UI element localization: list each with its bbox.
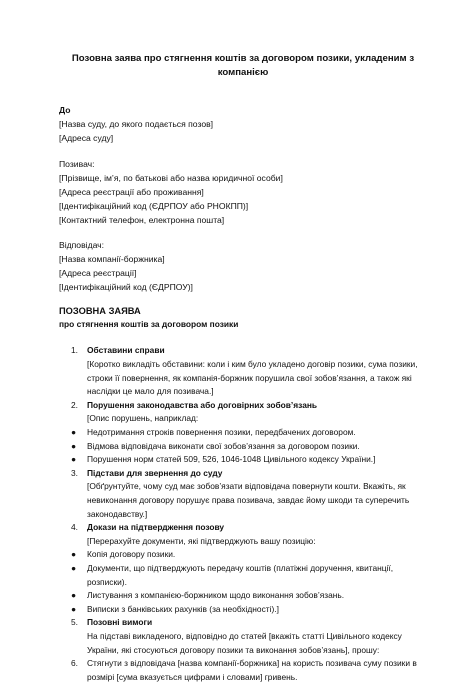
section-text: [Опис порушень, наприклад:: [87, 413, 199, 424]
list-item: ● Документи, що підтверджують передачу коштів (платіжні доручення, квитанції, розписки).: [71, 562, 394, 587]
document-title: Позовна заява про стягнення коштів за договором позики, укладеним з компанією: [71, 53, 415, 78]
plaintiff-name: [Прізвище, ім’я, по батькові або назва юридичної особи]: [59, 172, 283, 183]
plaintiff-label: Позивач:: [59, 158, 95, 169]
plaintiff-contacts: [Контактний телефон, електронна пошта]: [59, 215, 225, 226]
bullet-list: [71, 426, 422, 467]
section-evidence: [59, 521, 422, 616]
section-heading: Порушення законодавства або договірних зобов’язань: [87, 399, 318, 410]
defendant-id-code: [Ідентифікаційний код (ЄДРПОУ)]: [59, 282, 193, 293]
bullet-icon: ●: [71, 603, 77, 614]
section-text: [Перерахуйте документи, які підтверджують вашу позицію:: [87, 535, 316, 546]
plaintiff-block: [59, 157, 422, 228]
section-recovery-demand: [59, 657, 422, 684]
bullet-icon: ●: [71, 549, 77, 560]
court-address: [Адреса суду]: [59, 133, 114, 144]
list-item: ● Виписки з банківських рахунків (за необхідності).]: [87, 603, 422, 617]
claim-heading: ПОЗОВНА ЗАЯВА: [59, 306, 141, 317]
section-text: [Обґрунтуйте, чому суд має зобов’язати відповідача повернути кошти. Вкажіть, як невиконання договору порушує права позивача, завдає йому шкоди та суперечить законодавству.]: [87, 481, 410, 519]
claim-sections: [59, 344, 422, 684]
court-block: [59, 103, 422, 146]
list-item: ● Копія договору позики.: [87, 548, 422, 562]
list-item: ● Листування з компанією-боржником щодо виконання зобов’язань.: [87, 589, 422, 603]
section-heading: Докази на підтвердження позову: [87, 522, 225, 533]
claim-subheading: про стягнення коштів за договором позики: [59, 319, 239, 330]
plaintiff-id-code: [Ідентифікаційний код (ЄДРПОУ або РНОКПП)]: [59, 201, 249, 212]
defendant-address: [Адреса реєстрації]: [59, 268, 137, 279]
bullet-icon: ●: [71, 562, 77, 573]
section-grounds: [59, 467, 422, 521]
section-heading: Обставини справи: [87, 345, 165, 356]
court-name: [Назва суду, до якого подається позов]: [59, 119, 214, 130]
section-text: [Коротко викладіть обставини: коли і ким було укладено договір позики, сума позики, строки її повернення, як компанія-боржник порушила свої зобов’язання, а також які наслідки це мало для позивача.]: [87, 359, 418, 397]
section-circumstances: [59, 344, 422, 398]
bullet-icon: ●: [71, 427, 77, 437]
section-number: 3.: [71, 467, 78, 478]
section-number: 6.: [71, 658, 78, 669]
section-number: 2.: [71, 399, 78, 410]
section-text: На підставі викладеного, відповідно до статей [вкажіть статті Цивільного кодексу України, які стосуються договору позики та виконання зобов’язань], прошу:: [87, 630, 402, 655]
section-heading: Підстави для звернення до суду: [87, 467, 223, 478]
list-item: ● Відмова відповідача виконати свої зобов’язання за договором позики.: [87, 440, 422, 454]
section-claims: [59, 616, 422, 657]
section-number: 5.: [71, 617, 78, 628]
defendant-name: [Назва компанії-боржника]: [59, 253, 165, 264]
defendant-block: [59, 238, 422, 295]
section-number: 1.: [71, 345, 78, 356]
list-item: ● Недотримання строків повернення позики, передбачених договором.: [87, 426, 422, 440]
bullet-icon: ●: [71, 440, 77, 451]
bullet-list: [71, 548, 422, 616]
section-heading: Позовні вимоги: [87, 617, 153, 628]
plaintiff-address: [Адреса реєстрації або проживання]: [59, 187, 204, 198]
bullet-icon: ●: [71, 454, 77, 465]
section-text: Стягнути з відповідача [назва компанії-боржника] на користь позивача суму позики в розмірі [сума вказується цифрами і словами] гривень.: [87, 658, 417, 682]
section-number: 4.: [71, 522, 78, 533]
bullet-icon: ●: [71, 590, 77, 601]
section-violations: [59, 399, 422, 467]
list-item: ● Порушення норм статей 509, 526, 1046-1048 Цивільного кодексу України.]: [87, 453, 422, 467]
defendant-label: Відповідач:: [59, 239, 105, 250]
court-label: До: [59, 105, 71, 115]
